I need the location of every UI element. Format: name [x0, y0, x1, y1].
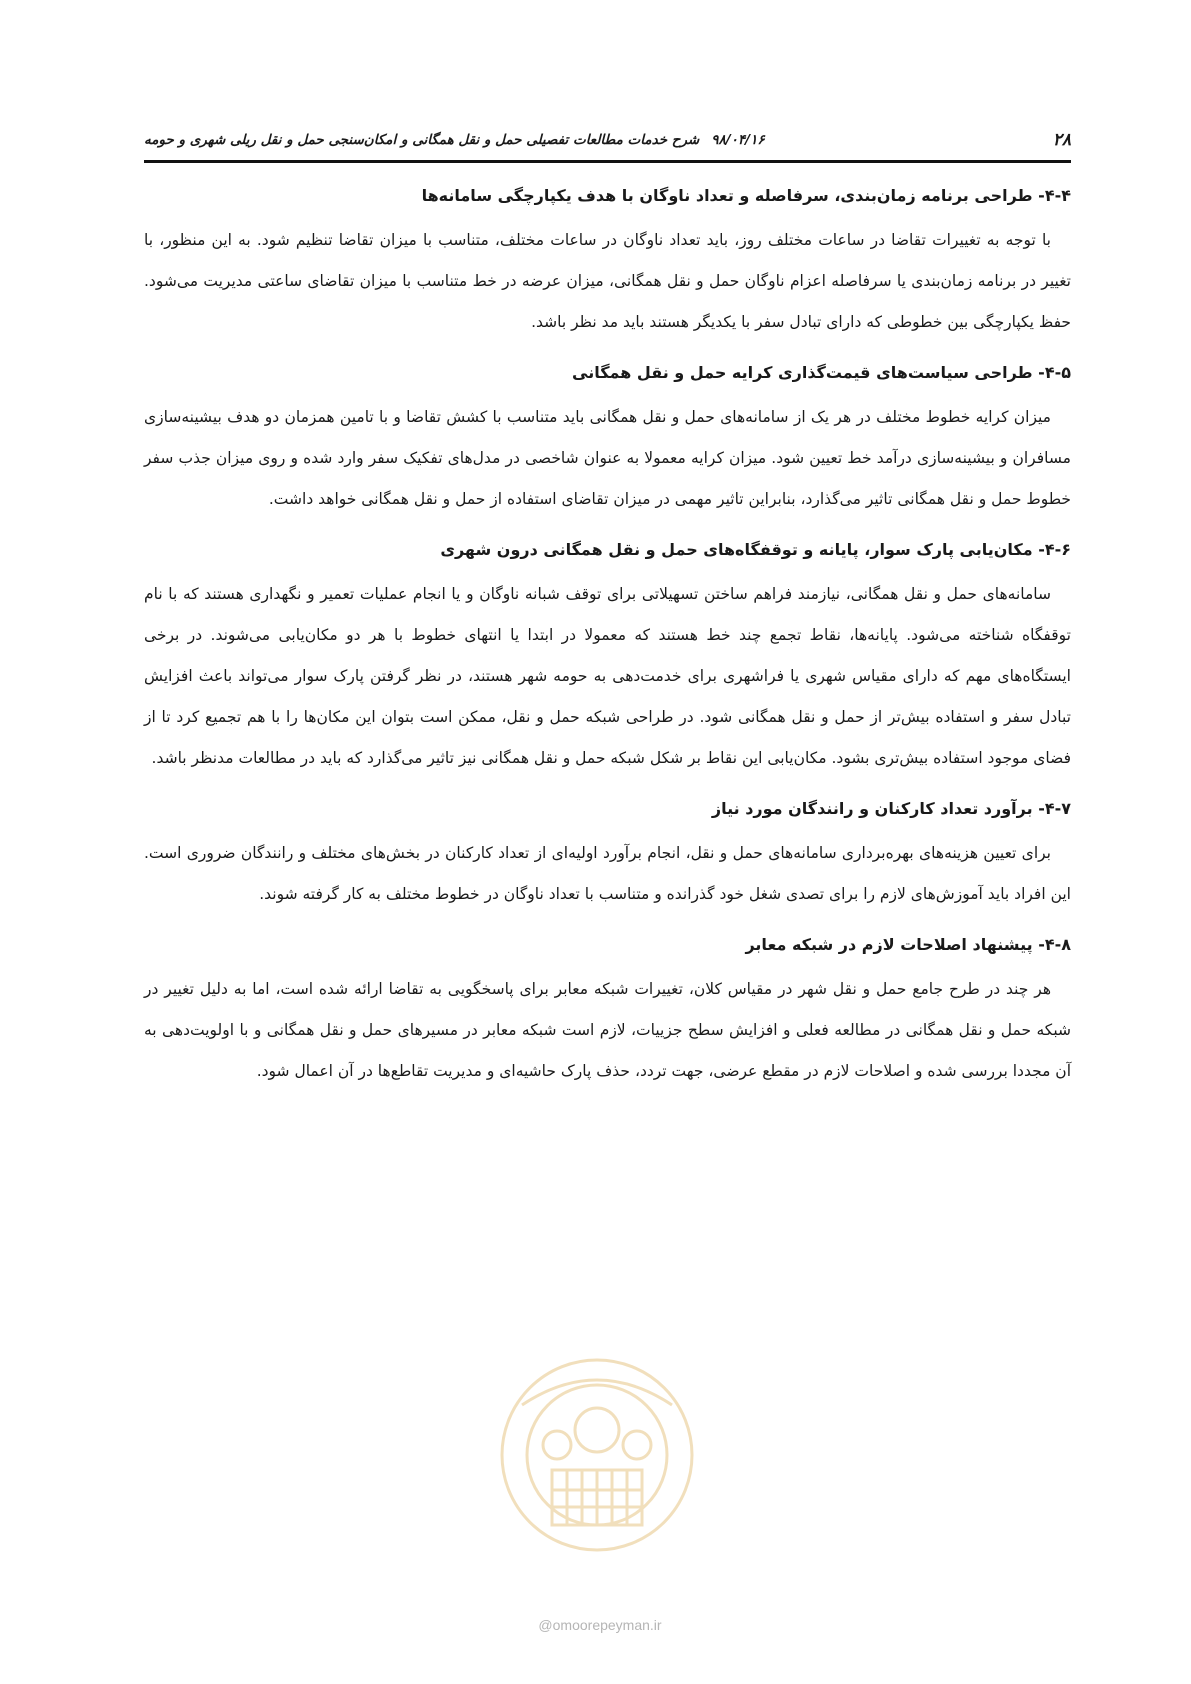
- header-divider: [144, 160, 1071, 163]
- page-header: [144, 129, 1071, 151]
- section-paragraph: با توجه به تغییرات تقاضا در ساعات مختلف روز، باید تعداد ناوگان در ساعات مختلف، متناسب با میزان تقاضا تنظیم شود. به این منظور، با تغییر در برنامه زمان‌بندی یا سرفاصله اعزام ناوگان حمل و نقل همگانی، میزان عرضه در خط متناسب با میزان تقاضای ساعتی مدیریت می‌شود. حفظ یکپارچگی بین خطوطی که دارای تبادل سفر با یکدیگر هستند باید مد نظر باشد.: [144, 231, 1071, 331]
- section-heading: ۴-۷- برآورد تعداد کارکنان و رانندگان مورد نیاز: [711, 799, 1071, 818]
- section-heading: ۴-۶- مکان‌یابی پارک سوار، پایانه و توقفگاه‌های حمل و نقل همگانی درون شهری: [440, 540, 1071, 559]
- section-paragraph: هر چند در طرح جامع حمل و نقل شهر در مقیاس کلان، تغییرات شبکه معابر برای پاسخگویی به تقاضا ارائه شده است، اما به دلیل تغییر در شبکه حمل و نقل همگانی در مطالعه فعلی و افزایش سطح جزییات، لازم است شبکه معابر در مسیرهای حمل و نقل همگانی و با اولویت‌دهی به آن مجددا بررسی شده و اصلاحات لازم در مقطع عرضی، جهت تردد، حذف پارک حاشیه‌ای و مدیریت تقاطع‌ها در آن اعمال شود.: [144, 980, 1071, 1080]
- page-number: ۲۸: [1052, 130, 1071, 150]
- section-4-5: [144, 359, 1071, 520]
- page-content: [144, 182, 1071, 1108]
- section-4-8: [144, 931, 1071, 1092]
- section-4-6: [144, 536, 1071, 779]
- watermark-caption: @omoorepeyman.ir: [538, 1617, 662, 1633]
- running-header: [144, 129, 765, 151]
- section-4-7: [144, 795, 1071, 915]
- section-paragraph: سامانه‌های حمل و نقل همگانی، نیازمند فراهم ساختن تسهیلاتی برای توقف شبانه ناوگان و یا انجام عملیات تعمیر و نگهداری هستند که با نام توقفگاه شناخته می‌شود. پایانه‌ها، نقاط تجمع چند خط هستند که معمولا در ابتدا یا انتهای خطوط با هر دو مکان‌یابی می‌شوند. در برخی ایستگاه‌های مهم که دارای مقیاس شهری یا فراشهری برای خدمت‌دهی به حومه شهر هستند، در نظر گرفتن پارک سوار می‌تواند باعث افزایش تبادل سفر و استفاده بیش‌تر از حمل و نقل همگانی شود. در طراحی شبکه حمل و نقل، ممکن است بتوان این مکان‌ها را با هم تجمیع کرد تا از فضای موجود استفاده بیش‌تری بشود. مکان‌یابی این نقاط بر شکل شبکه حمل و نقل همگانی نیز تاثیر می‌گذارد که باید در مطالعات مدنظر باشد.: [144, 585, 1071, 767]
- section-4-4: [144, 182, 1071, 343]
- watermark-logo-icon: [482, 1345, 712, 1560]
- header-date: ۹۸/۰۴/۱۶: [711, 132, 765, 148]
- section-heading: ۴-۴- طراحی برنامه زمان‌بندی، سرفاصله و تعداد ناوگان با هدف یکپارچگی سامانه‌ها: [421, 186, 1071, 205]
- section-paragraph: میزان کرایه خطوط مختلف در هر یک از سامانه‌های حمل و نقل همگانی باید متناسب با کشش تقاضا و با تامین همزمان دو هدف بیشینه‌سازی مسافران و بیشینه‌سازی درآمد خط تعیین شود. میزان کرایه معمولا به عنوان شاخصی در مدل‌های تفکیک سفر وارد شده و روی میزان جذب سفر خطوط حمل و نقل همگانی تاثیر می‌گذارد، بنابراین تاثیر مهمی در میزان تقاضای استفاده از حمل و نقل همگانی خواهد داشت.: [144, 408, 1071, 508]
- section-heading: ۴-۵- طراحی سیاست‌های قیمت‌گذاری کرایه حمل و نقل همگانی: [572, 363, 1071, 382]
- section-heading: ۴-۸- پیشنهاد اصلاحات لازم در شبکه معابر: [745, 935, 1071, 954]
- section-paragraph: برای تعیین هزینه‌های بهره‌برداری سامانه‌های حمل و نقل، انجام برآورد اولیه‌ای از تعداد کارکنان در بخش‌های مختلف و رانندگان ضروری است. این افراد باید آموزش‌های لازم را برای تصدی شغل خود گذرانده و متناسب با تعداد ناوگان در خطوط مختلف به کار گرفته شوند.: [144, 844, 1071, 903]
- header-title: شرح خدمات مطالعات تفصیلی حمل و نقل همگانی و امکان‌سنجی حمل و نقل ریلی شهری و حومه: [144, 132, 700, 148]
